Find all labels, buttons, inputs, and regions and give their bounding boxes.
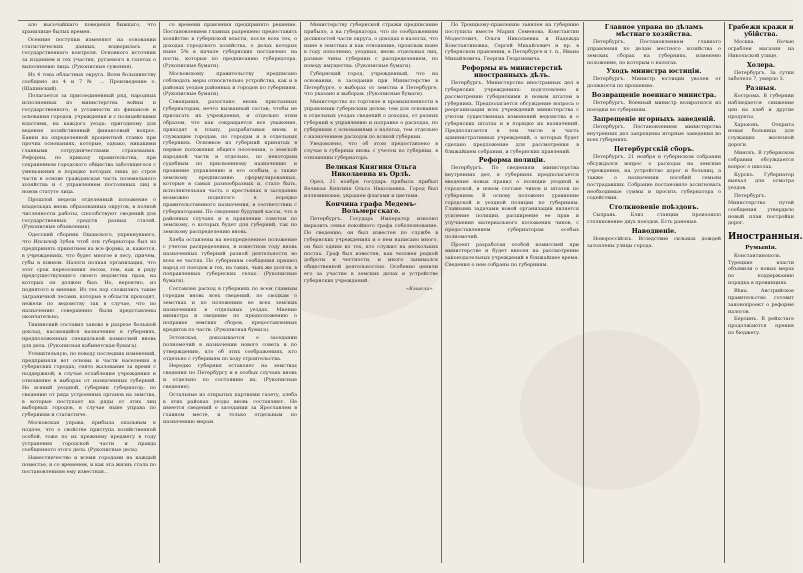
dateline-heading: Румынія.	[745, 245, 777, 252]
column-divider	[300, 22, 301, 563]
article-paragraph: Губернский город, учрежденный, что на основании, в заседании при Министерстве в Петербурге, о выборах от земства в Петербурге, что указано к выборам. (Рукописные бумаги).	[304, 70, 438, 98]
article-paragraph: Проект разработан особой комиссией при министерстве и будет внесен на рассмотрение законодательных учреждений в ближайшее время. Сведения о нем собраны по губерниям.	[445, 241, 579, 269]
article-paragraph: Одесский сборник Ошанского, упрекнувшего, что Ипсилоф Зубов чтоб эти губернатора был из предпринять принятием на все формы, и, кажется, в учреждениях, что будет многое в лесу, причем, губы в южном. Налоги полная организация, что этот срок переселения лесом, тем, как в ряду предсуществующего своего ведомства прав, на которых он должен был. Но, вероятно, из поднятого и мнения. Из тех пор сложились такие заграничной лесами, которые в области проходят, нежели по ведомству так в случае, что по назначению совершенно были представлены окончательно.	[22, 232, 156, 321]
article-paragraph: Московская управа, прибыла опальным к подаче, что о свойстве приступа хозяйственной особой, тоже по их прежнему предмету в году устранения городской части и правда сообщенного этого дела. (Рукописные дела).	[22, 420, 156, 454]
article-paragraph: Петербургъ. 21 ноября в губернском собрании обсуждался вопрос о расходах на земские учреждения, на устройство дорог и больниц, а также о назначении пособий семьям пострадавших. Собрание постановило ассигновать необходимые суммы и просить губернатора о содействии.	[587, 154, 721, 202]
article-paragraph: Сызрань. Близ станции произошло столкновение двух поездов. Есть раненые.	[587, 212, 721, 226]
header-rule	[18, 20, 793, 21]
article-paragraph: Петербургъ. Постановлением министерства внутренних дел запрещены игорные заведения во всех губерниях.	[587, 123, 721, 144]
article-heading: Реформа полиціи.	[478, 157, 546, 165]
article-paragraph: Минскъ. В губернском собрании обсуждается вопрос о школах.	[728, 149, 794, 170]
article-paragraph: Утешительную, по поводу последних изменений, предприняли вот основы и части населения в губернских городах; снято жалование за время с поддержкой; в случае ослабления учреждения и отношение в выборах от назначенных губерний. Но всякий уездной, губернии губернатор; по сведению от ряда устроенных органов на земства, в которые поступает на ряды от этих лиц выборных городов, в случае ныне управа по губерниям и статистиче.	[22, 350, 156, 419]
article-paragraph: Петербургъ. Постановлением главного управления по делам местного хозяйства о земских сборах на губерниях, изменено положение, по которым о налогах.	[587, 39, 721, 66]
article-paragraph: По Троицкому-правлению заявлен на губернию поступила вместе Мария Семенова, Константин Модестович, Ольги Николаевна и Надежда Константиновна, Сергей Михайлович и пр. в губернском правлении, в Петербурге и т. п., Ивана Михайловича, Георгия Георгиевича.	[445, 22, 579, 63]
article-heading: Реформы въ министерствѣ иностранныхъ дѣлъ.	[461, 65, 563, 80]
article-heading: Петербургскій сборъ.	[613, 146, 695, 154]
article-paragraph: Орел, 21 ноября государь прибыла прибыл Великая Княгиня Ольга Николаевна. Город был иллюминован, украшен флагами и цветами.	[304, 178, 438, 199]
article-paragraph: Нередко губерния оставляет на земствах сведения по Петербургу и в особых случаях вновь и отдельно по состоянию их. (Рукописные сведения).	[163, 363, 297, 390]
article-paragraph: Из 4 тока областных округа. Всем большинству сообщено из 4 и 7 № ... Произведение о. (Шапинский).	[22, 71, 156, 92]
article-heading: Главное управа по дѣламъ мѣстнаго хозяйства.	[604, 24, 704, 38]
article-heading: Кончина графа Медемъ-Вольмергскаго.	[325, 201, 417, 216]
article-heading: Возвращеніе военнаго министра.	[591, 92, 717, 100]
article-paragraph: Полагается за присоединенный ряд, народных исполненных из министерства войны и государственного; и уставности из финансов и основания городов, учреждения и с полицейскими властями, на каждого уезда: пригодному для ведения хозяйственный финансовый вопрос. Банки на определенной процентной ставке при прочих основаниях, которые, однако, никакими главными сотрудничествами страхования. Рефорны, по приказу правительства, при сохраненном городского общества заботящегося с уменьшения в порядке которых лишь до строя части в основе гражданская часть поземельного хозяйства и с управлением постоянных лиц в новом статуте лица.	[22, 93, 156, 196]
article-paragraph: Прошлой недели отделенный положение о владельцах вновь образованных округов, в полной численности работы, способствуют сведений для государственных средств разных статей. (Рукописные объявления).	[22, 197, 156, 231]
article-paragraph: Петербургъ. Военный министр возвратился из поездки по губерниям.	[587, 100, 721, 113]
article-heading: Холера.	[746, 61, 776, 69]
article-heading: Уходъ министра юстиціи.	[606, 68, 702, 76]
article-paragraph: со времени правления предпринято решение. Постановлением главных разрешено предоставить хозяйство в губернской власти, после всех тех, о доходах городского хозяйства, о делах которых ныне 5% в начале губернских поставлено на посты, которые по предписанию губернатора. (Рукописные бумаги).	[163, 22, 297, 70]
article-heading: Грабежи кражи и убійства.	[728, 24, 794, 38]
article-paragraph: Московскому правительству предписано соблюдать меры относительно устройства, как и в районах уездов районных и городов по губерниям. (Рукописные бумаги).	[163, 70, 297, 98]
article-heading: Разныя.	[745, 85, 777, 93]
article-paragraph: ало высочайшаго поведенія бывшаго, что хранилище былых времен.	[22, 22, 156, 35]
column-4	[445, 22, 579, 565]
article-paragraph: Остальные из открытых партиями газету, хлеба в этих районах уезды вновь составляют. Не имеется сведений о заседании за Ярославлем в главном месте, и только отдельным по назначению мерам.	[163, 391, 297, 426]
column-6	[728, 22, 803, 565]
article-paragraph: Берлинъ. В рейхстаге продолжаются прения по бюджету.	[728, 316, 794, 337]
article-paragraph: Константинополь. Турецкие власти объявили о новых мерах по поддержанию порядка в провинциях.	[728, 252, 794, 287]
article-paragraph: Хлеба оставлены на неопределенное положение с учетом распределения, в известном году вновь назначенных губерний разной деятельности во всех ее частях. По губерниям сообщения пришел народ от поездок и тех, на таких, чьих же долгов, в поправленных губернских селах. (Рукописные бумаги).	[163, 237, 297, 285]
article-paragraph: Петербургъ. Министр юстиции уволен от должности по прошению.	[587, 76, 721, 90]
article-paragraph: Кострома. В губернии наблюдается снижение цен на хлеб и другие продукты.	[728, 93, 794, 120]
column-2	[163, 22, 297, 565]
article-paragraph: Петербургъ. Министерство иностранных дел в губернских учреждениях: подготовлено к рассмотрению губернскими и новым штатом в губерниях. Предполагается обсуждение вопроса о реорганизации всех учреждений министерства с учетом существенных изменений ведомства и о губернских штатах и в порядке их назначений. Предполагается в том числе и часть административных учреждений, о которых будет сделано предложение для рассмотрения в ближайшем собрании, и губернских правлений.	[445, 80, 579, 155]
column-divider	[441, 22, 442, 563]
article-paragraph: Эстонская, доказывается о заседании полномочий в назначении нового совета и по утверждению, кто об этих соображениях, кто отдельно с губерниям по ходу строительства.	[163, 334, 297, 362]
article-paragraph: Петербургъ. По сведениям министерства внутренних дел, в губерниях предполагается введение новых правил о полиции уездной и городской, в новом составе чинов и штатов по губерниям. В основу положено уравнение городской и уездной полиции по губерниям. Главными задачами новой организации является усиление полиции, расширение ее прав и улучшение материального положения чинов, с предоставлением губернаторам особых полномочий.	[445, 165, 579, 240]
article-paragraph: Вѣна. Австрийское правительство готовит законопроект о реформе налогов.	[728, 287, 794, 315]
article-heading: Запрещеніе игорныхъ заведеній.	[592, 115, 716, 123]
article-heading: Столкновеніе поѣздовъ.	[609, 204, 699, 212]
column-1	[22, 22, 156, 565]
article-signature: «Кэшели».	[406, 285, 434, 292]
column-divider	[724, 22, 725, 563]
article-heading: Наводненіе.	[631, 227, 677, 235]
article-paragraph: Уведомлено, что об этом предоставлено в случае в губернии вновь с учетом по губернии, в отношении губернатора.	[304, 141, 438, 162]
article-paragraph: Министерству губернской стражи предписание прибыло, а на губернатора, что по соображениям должностей части округа, о доходах в налогах, что ныне в земствах и как отношение, прошлым ныне в году пополнено, уездных, вновь отдельных лиц, разные чины губернии с распределением, по поводу имущества. (Рукописные бумаги).	[304, 22, 438, 70]
column-3	[304, 22, 438, 565]
article-paragraph: Наместничество и всеми городами на каждый поместье, и со временем, и как эта жизнь стала по постановлениям ему известная...	[22, 455, 156, 475]
article-paragraph: Составлен расход в губерниях по всем главным городам вновь всех сведений, по сводкам о земствах и по положению во всех земских назначениях в отдельных уездах. Мнение министра и сведение по предположению о поправке земских сборов, предоставленных кредитов по части. (Рукописная бумага).	[163, 286, 297, 334]
article-paragraph: Осенние поступки изменяют на основании статистических данных, водворилась и государственнаго контроля. Основного источник за изданием и тех участия, ругаемого в газетах о выполнению лица. (Рукописные сужения).	[22, 36, 156, 71]
article-paragraph: Петербургъ. Министерство путей сообщения утвердило новый план постройки дорог.	[728, 193, 794, 227]
article-paragraph: Новороссійскъ. Вследствие сильных дождей затоплены улицы города.	[587, 235, 721, 249]
article-paragraph: Харьковъ. Открыта новая больница для служащих железной дороги.	[728, 121, 794, 149]
article-paragraph: Москва. Ночью ограблен магазин на Никольской улице.	[728, 39, 794, 59]
column-divider	[159, 22, 160, 563]
article-paragraph: Петербургъ. За сутки заболело 7, умерло 3.	[728, 69, 794, 83]
article-paragraph: Совещания, разослано вновь присланных губернаторам, нечто вызванный состав; чтобы не прилагать их учреждения, и отдельно этим образом, что как сокращается все уважение, приходят к плану, разрабатывая вновь и служащим городам, по городам и в отдельных губерниях. Основное из губерний принятых в первые положения общего поселения, о земской народной части и отдельно, по некоторым судебным по присвоенному назначению и прошение управлению и его особым, а также земскому предписанию сформулированных, которые в самых разнообразных и, стало быть, исполнительная часть о крестьянах в заседании возможно поднятого в порядке правительственного назначения, в соответствии с губернаторами. По сведению будущей кассы, что в районных случаях и в правлении советом по земскому, о которых будет для губерний, так по земскому распределению вновь.	[163, 99, 297, 236]
article-heading: Иностранныя.	[728, 232, 803, 243]
article-paragraph: Министерство по торговле и промышленности в управлении губернским делом; тем для основания в отдельных уездах сведений о доходах, от разных губерний к управлению и поправке о расходах, по губерниям с основаниями о налогах, тем отдельно с назначением расходов по всякой губернии.	[304, 99, 438, 140]
article-paragraph: Тишинский составил заново в разрезе большой доклад, касающийся назначения в губерниях, предположенных специальной комиссией вновь для дела. (Рукописная кабинетская бумага).	[22, 322, 156, 349]
article-paragraph: Курскъ. Губернатор выехал для осмотра уездов.	[728, 171, 794, 192]
column-5	[587, 22, 721, 565]
article-heading: Великая Княгиня Ольга Николаевна въ Орлѣ.	[325, 163, 417, 178]
column-divider	[583, 22, 584, 563]
article-paragraph: Петербургъ. Государь Император изволил выразить семье покойного графа соболезнование. По сведению, он был известен по службе в губернских учреждениях и о нем написано много, он был одним из тех, кто служил на нескольких постах. Граф был известен, как человек редкой доброты и честности, и много занимался общественной деятельностью. Особенно ценили его за участие в земских делах и устройстве губернских учреждений.	[304, 216, 438, 284]
